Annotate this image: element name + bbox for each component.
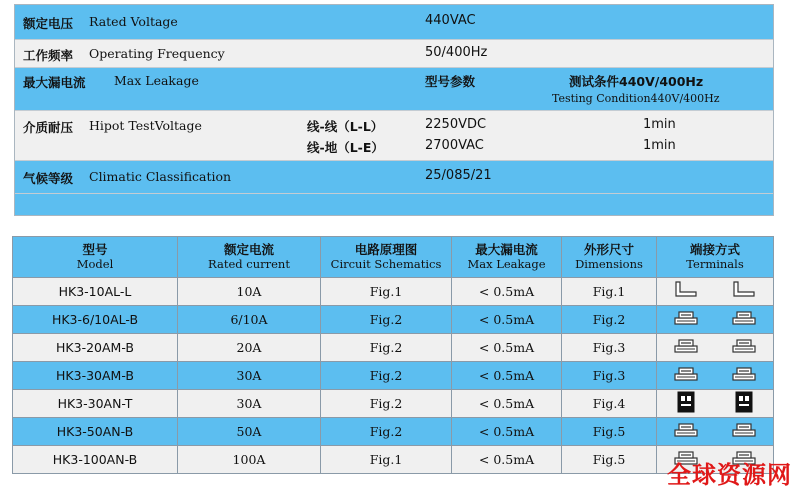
cell-terminals [657,278,774,306]
cell-terminals [657,362,774,390]
cell-dimensions: Fig.5 [562,446,657,474]
table-row [13,446,774,474]
header-max-leakage: 最大漏电流 Max Leakage [452,237,562,278]
table-row [13,334,774,362]
cell-rated-current: 30A [178,362,321,390]
cell-max-leakage: < 0.5mA [452,390,562,418]
screw-terminal-icon [672,336,700,359]
cell-max-leakage: < 0.5mA [452,306,562,334]
cell-dimensions: Fig.2 [562,306,657,334]
hipot-label-zh: 介质耐压 [23,120,74,135]
operating-frequency-label-en: Operating Frequency [89,46,225,61]
table-row [13,278,774,306]
table-row [13,390,774,418]
cell-model: HK3-10AL-L [13,278,178,306]
rated-voltage-label-zh: 额定电压 [23,16,74,31]
cell-dimensions: Fig.1 [562,278,657,306]
cell-rated-current: 30A [178,390,321,418]
model-table [12,236,774,474]
spec-row-hipot [15,111,773,161]
cell-dimensions: Fig.4 [562,390,657,418]
cell-schematic: Fig.1 [321,278,452,306]
cell-schematic: Fig.2 [321,362,452,390]
hipot-ll-time: 1min [643,117,676,132]
screw-terminal-icon [730,364,758,387]
cell-terminals [657,334,774,362]
max-leakage-label-zh: 最大漏电流 [23,75,86,90]
hipot-ll-label: 线-线（L-L） [307,119,384,134]
header-model: 型号 Model [13,237,178,278]
screw-terminal-icon [672,364,700,387]
test-condition-zh: 测试条件440V/400Hz [569,74,704,89]
table-row [13,362,774,390]
cell-max-leakage: < 0.5mA [452,446,562,474]
cell-rated-current: 20A [178,334,321,362]
hipot-ll-value: 2250VDC [425,117,487,132]
cell-schematic: Fig.2 [321,306,452,334]
screw-terminal-icon [672,420,700,443]
header-terminals: 端接方式 Terminals [657,237,774,278]
block-terminal-icon [676,391,696,416]
cell-schematic: Fig.2 [321,390,452,418]
cell-model: HK3-20AM-B [13,334,178,362]
header-dimensions: 外形尺寸 Dimensions [562,237,657,278]
screw-terminal-icon [730,336,758,359]
cell-terminals [657,418,774,446]
cell-dimensions: Fig.3 [562,334,657,362]
block-terminal-icon [734,391,754,416]
param-header: 型号参数 [425,74,476,89]
cell-model: HK3-30AN-T [13,390,178,418]
table-row [13,306,774,334]
cell-dimensions: Fig.3 [562,362,657,390]
spec-row-rated-voltage [15,5,773,40]
table-row [13,418,774,446]
cell-dimensions: Fig.5 [562,418,657,446]
cell-max-leakage: < 0.5mA [452,278,562,306]
cell-terminals [657,306,774,334]
header-circuit-schematics: 电路原理图 Circuit Schematics [321,237,452,278]
climatic-value: 25/085/21 [425,168,492,183]
operating-frequency-value: 50/400Hz [425,45,488,60]
hipot-le-time: 1min [643,138,676,153]
screw-terminal-icon [672,308,700,331]
cell-schematic: Fig.2 [321,334,452,362]
spec-row-max-leakage [15,68,773,111]
test-condition-en: Testing Condition440V/400Hz [552,92,720,105]
cell-model: HK3-50AN-B [13,418,178,446]
cell-model: HK3-6/10AL-B [13,306,178,334]
cell-max-leakage: < 0.5mA [452,334,562,362]
cell-max-leakage: < 0.5mA [452,418,562,446]
max-leakage-label-en: Max Leakage [114,73,199,88]
cell-rated-current: 50A [178,418,321,446]
cell-schematic: Fig.2 [321,418,452,446]
cell-terminals [657,390,774,418]
cell-rated-current: 100A [178,446,321,474]
climatic-label-en: Climatic Classification [89,169,232,184]
climatic-label-zh: 气候等级 [23,171,74,186]
header-rated-current: 额定电流 Rated current [178,237,321,278]
spec-table [14,4,774,216]
cell-model: HK3-30AM-B [13,362,178,390]
cell-rated-current: 10A [178,278,321,306]
watermark-logo: 全球资源网 [667,461,792,489]
rated-voltage-value: 440VAC [425,13,476,28]
screw-terminal-icon [730,308,758,331]
screw-terminal-icon [730,420,758,443]
rated-voltage-label-en: Rated Voltage [89,14,178,29]
cell-rated-current: 6/10A [178,306,321,334]
l-bracket-terminal-icon [672,280,700,303]
cell-schematic: Fig.1 [321,446,452,474]
l-bracket-terminal-icon [730,280,758,303]
model-table-header [13,237,774,278]
spec-row-climatic [15,161,773,194]
hipot-le-label: 线-地（L-E） [307,140,384,155]
hipot-label-en: Hipot TestVoltage [89,118,202,133]
cell-model: HK3-100AN-B [13,446,178,474]
spec-row-operating-frequency [15,40,773,68]
operating-frequency-label-zh: 工作频率 [23,48,74,63]
cell-max-leakage: < 0.5mA [452,362,562,390]
hipot-le-value: 2700VAC [425,138,484,153]
spec-row-blank [15,194,773,215]
